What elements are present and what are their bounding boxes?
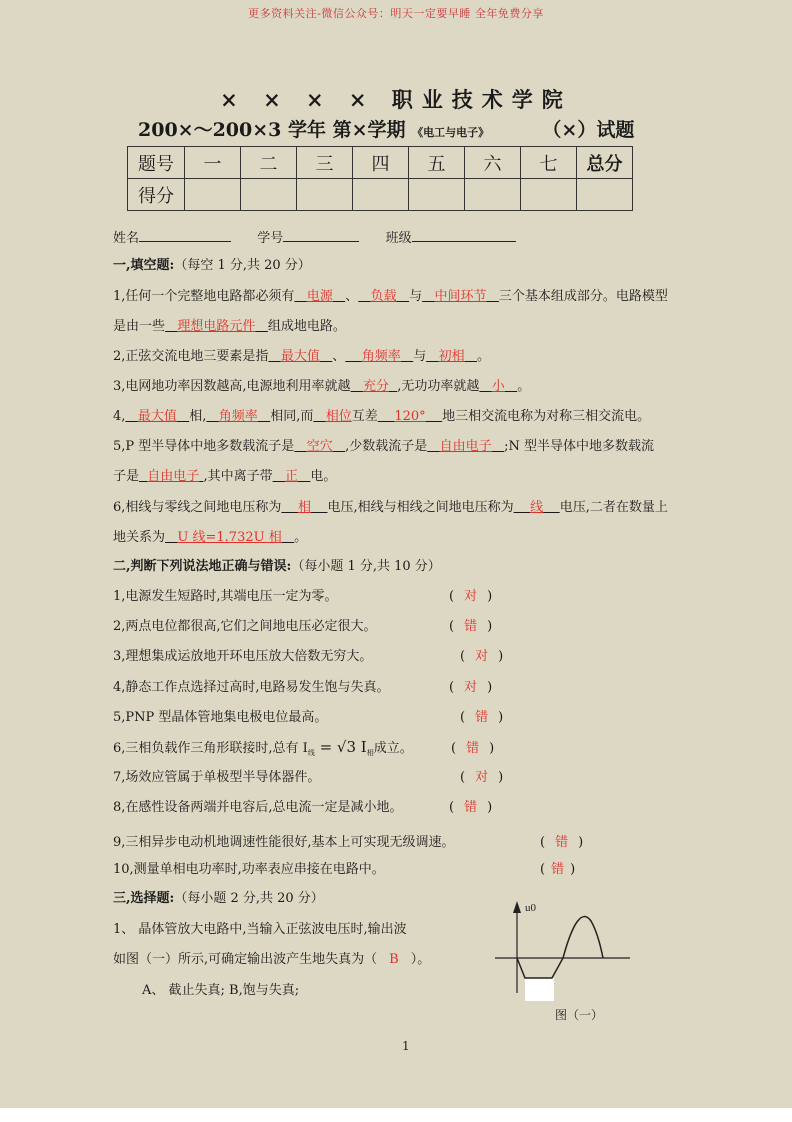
answer: 自由电子 [439,439,492,454]
section-title: 二,判断下列说法地正确与错误: [113,559,292,574]
score-cell-total[interactable] [577,179,633,211]
paper-label: （×）试题 [542,119,635,141]
answer: 小 [491,379,505,394]
answer: 线 [530,500,544,515]
judge-item: 7,场效应管属于单极型半导体器件。 [113,770,321,785]
section-points: （每空 1 分,共 20 分） [174,258,311,273]
score-cell[interactable] [185,179,241,211]
judge-answer: ( 错 ) [449,619,493,634]
course-name: 《电工与电子》 [412,126,490,139]
name-label: 姓名 [113,231,140,246]
answer: 初相 [438,349,465,364]
figure-caption: 图（一） [555,1008,604,1022]
choice-q1-line2: 如图（一）所示,可确定输出波产生地失真为（ B ）。 [113,952,431,967]
score-cell[interactable] [465,179,521,211]
answer: U 线=1.732U 相 [177,530,282,545]
score-cell[interactable] [409,179,465,211]
answer: 角频率 [361,349,401,364]
judge-answer: ( 对 ) [460,649,504,664]
page-number: 1 [402,1039,410,1053]
school-title: × × × × 职业技术学院 [220,87,572,112]
fill-q6-line1: 6,相线与零线之间地电压称为 相 电压,相线与相线之间地电压称为 线 电压,二者在数量上 [113,500,668,515]
class-field[interactable] [412,229,516,242]
judge-answer: ( 对 ) [460,770,504,785]
answer: 负载 [370,289,397,304]
header-cell: 题号 [128,147,185,179]
section-1-heading [113,254,311,273]
figure-1 [495,893,630,1032]
fill-q6-line2: 地关系为 U 线=1.732U 相 。 [113,530,308,545]
answer: 自由电子 [147,469,200,484]
judge-answer: ( 错 ) [540,835,584,850]
student-id-field[interactable] [283,229,359,242]
id-label: 学号 [257,231,284,246]
student-info [113,227,516,246]
answer: 相 [297,500,311,515]
section-2-heading [113,555,441,574]
answer: 120° [394,409,426,424]
judge-item: 4,静态工作点选择过高时,电路易发生饱与失真。 [113,680,390,695]
answer: 相位 [325,409,352,424]
judge-item: 1,电源发生短路时,其端电压一定为零。 [113,589,338,604]
header-cell: 二 [241,147,297,179]
exam-title [138,115,634,142]
answer: 充分 [362,379,389,394]
header-cell: 五 [409,147,465,179]
judge-item: 9,三相异步电动机地调速性能很好,基本上可实现无级调速。 [113,835,455,850]
output-waveform-diagram [495,893,630,1028]
fill-q5-line1: 5,P 型半导体中地多数载流子是 空穴 ,少数载流子是 自由电子 ;N 型半导体中地多数载流 [113,439,654,454]
answer: 中间环节 [434,289,487,304]
choice-q1-options: A、 截止失真; B,饱与失真; [142,983,300,998]
header-cell: 七 [521,147,577,179]
score-table-header-row [128,147,633,179]
section-title: 三,选择题: [113,891,175,906]
name-field[interactable] [139,229,231,242]
answer: 正 [284,469,298,484]
header-cell: 一 [185,147,241,179]
answer: 电源 [306,289,333,304]
promo-banner: 更多资料关注-微信公众号：明天一定要早睡 全年免费分享 [248,7,544,20]
judge-item: 6,三相负载作三角形联接时,总有 $I_线 = √3$ $I_相$成立。 [113,738,413,757]
axis-label: u0 [525,902,536,914]
fill-q1-line1: 1,任何一个完整地电路都必须有 电源 、 负载 与 中间环节 三个基本组成部分。电路模型 [113,289,668,304]
judge-answer: ( 对 ) [449,680,493,695]
judge-answer: ( 对 ) [449,589,493,604]
judge-item: 3,理想集成运放地开环电压放大倍数无穷大。 [113,649,373,664]
score-cell[interactable] [297,179,353,211]
header-cell: 三 [297,147,353,179]
header-cell: 六 [465,147,521,179]
answer: 角频率 [218,409,258,424]
answer: 最大值 [137,409,177,424]
judge-item: 10,测量单相电功率时,功率表应串接在电路中。 [113,862,385,877]
fill-q4: 4, 最大值 相, 角频率 相同,而 相位互差 120° 地三相交流电称为对称三相交流电。 [113,409,651,424]
fill-q3: 3,电网地功率因数越高,电源地利用率就越 充分 ,无功功率就越 小 。 [113,379,531,394]
fill-q1-line2: 是由一些 理想电路元件 组成地电路。 [113,319,346,334]
judge-item: 2,两点电位都很高,它们之间地电压必定很大。 [113,619,377,634]
answer: 理想电路元件 [177,319,256,334]
answer: 最大值 [280,349,320,364]
academic-year: 200×～200×3 学年 [138,119,326,141]
header-cell-total: 总分 [577,147,633,179]
choice-answer: B [389,952,399,967]
judge-item: 5,PNP 型晶体管地集电极电位最高。 [113,710,328,725]
section-3-heading [113,887,324,906]
section-points: （每小题 2 分,共 20 分） [174,891,324,906]
judge-answer: ( 错 ) [460,710,504,725]
section-title: 一,填空题: [113,258,175,273]
judge-answer: ( 错 ) [449,800,493,815]
judge-answer: ( 错 ) [540,862,576,877]
score-table [127,146,633,211]
score-table-score-row [128,179,633,211]
score-cell[interactable] [353,179,409,211]
answer: 空穴 [306,439,333,454]
class-label: 班级 [385,231,412,246]
section-points: （每小题 1 分,共 10 分） [291,559,441,574]
choice-q1-line1: 1、 晶体管放大电路中,当输入正弦波电压时,输出波 [113,922,407,937]
term: 第×学期 [332,119,406,141]
fill-q5-line2: 子是 自由电子 ,其中离子带 正 电。 [113,469,337,484]
score-cell[interactable] [241,179,297,211]
score-cell[interactable] [521,179,577,211]
fill-q2: 2,正弦交流电地三要素是指 最大值 、 角频率 与 初相 。 [113,349,491,364]
header-cell: 四 [353,147,409,179]
judge-answer: ( 错 ) [451,741,495,756]
judge-item: 8,在感性设备两端并电容后,总电流一定是减小地。 [113,800,403,815]
row-label: 得分 [128,179,185,211]
